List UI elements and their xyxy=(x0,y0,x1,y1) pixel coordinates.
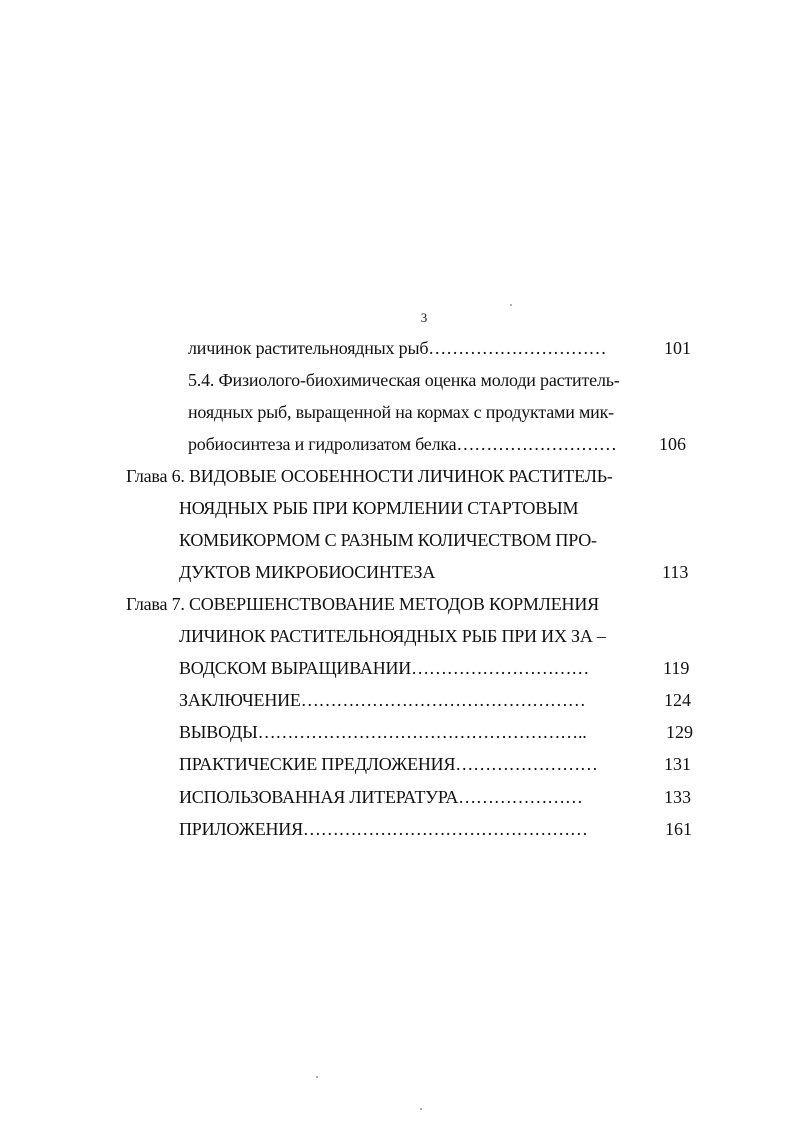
toc-page-number: 161 xyxy=(665,819,692,839)
page-number: 3 xyxy=(420,310,428,325)
toc-line: ПРИЛОЖЕНИЯ………………………………………… xyxy=(179,819,588,839)
toc-chapter-heading: ЛИЧИНОК РАСТИТЕЛЬНОЯДНЫХ РЫБ ПРИ ИХ ЗА – xyxy=(179,626,606,646)
toc-line: ИСПОЛЬЗОВАННАЯ ЛИТЕРАТУРА………………… xyxy=(179,787,583,807)
scan-speck xyxy=(420,1108,422,1110)
scan-speck xyxy=(510,304,512,306)
toc-line: ВЫВОДЫ……………………………………………….. xyxy=(179,722,587,742)
toc-page-number: 131 xyxy=(664,754,691,774)
toc-line: ноядных рыб, выращенной на кормах с продуктами мик- xyxy=(188,402,614,422)
toc-line: 5.4. Физиолого-биохимическая оценка молоди раститель- xyxy=(188,370,620,390)
toc-page-number: 113 xyxy=(662,562,689,582)
toc-page-number: 133 xyxy=(664,787,691,807)
toc-chapter-heading: НОЯДНЫХ РЫБ ПРИ КОРМЛЕНИИ СТАРТОВЫМ xyxy=(179,498,579,518)
toc-chapter-heading: ВОДСКОМ ВЫРАЩИВАНИИ………………………… xyxy=(179,658,590,678)
toc-page-number: 119 xyxy=(663,658,690,678)
toc-page-number: 124 xyxy=(664,690,691,710)
toc-chapter-heading: Глава 7. СОВЕРШЕНСТВОВАНИЕ МЕТОДОВ КОРМЛЕНИЯ xyxy=(126,594,599,614)
toc-line: личинок растительноядных рыб………………………… xyxy=(188,338,607,358)
toc-line: ПРАКТИЧЕСКИЕ ПРЕДЛОЖЕНИЯ…………………… xyxy=(179,754,598,774)
toc-page-number: 106 xyxy=(659,434,686,454)
toc-line: ЗАКЛЮЧЕНИЕ………………………………………… xyxy=(179,690,586,710)
toc-chapter-heading: ДУКТОВ МИКРОБИОСИНТЕЗА xyxy=(179,562,436,582)
toc-chapter-heading: Глава 6. ВИДОВЫЕ ОСОБЕННОСТИ ЛИЧИНОК РАСТИТЕЛЬ- xyxy=(126,466,613,486)
toc-chapter-heading: КОМБИКОРМОМ С РАЗНЫМ КОЛИЧЕСТВОМ ПРО- xyxy=(179,530,597,550)
scan-speck xyxy=(316,1076,318,1078)
toc-line: робиосинтеза и гидролизатом белка……………………… xyxy=(188,434,617,454)
toc-page-number: 129 xyxy=(666,722,693,742)
toc-page-number: 101 xyxy=(664,338,691,358)
